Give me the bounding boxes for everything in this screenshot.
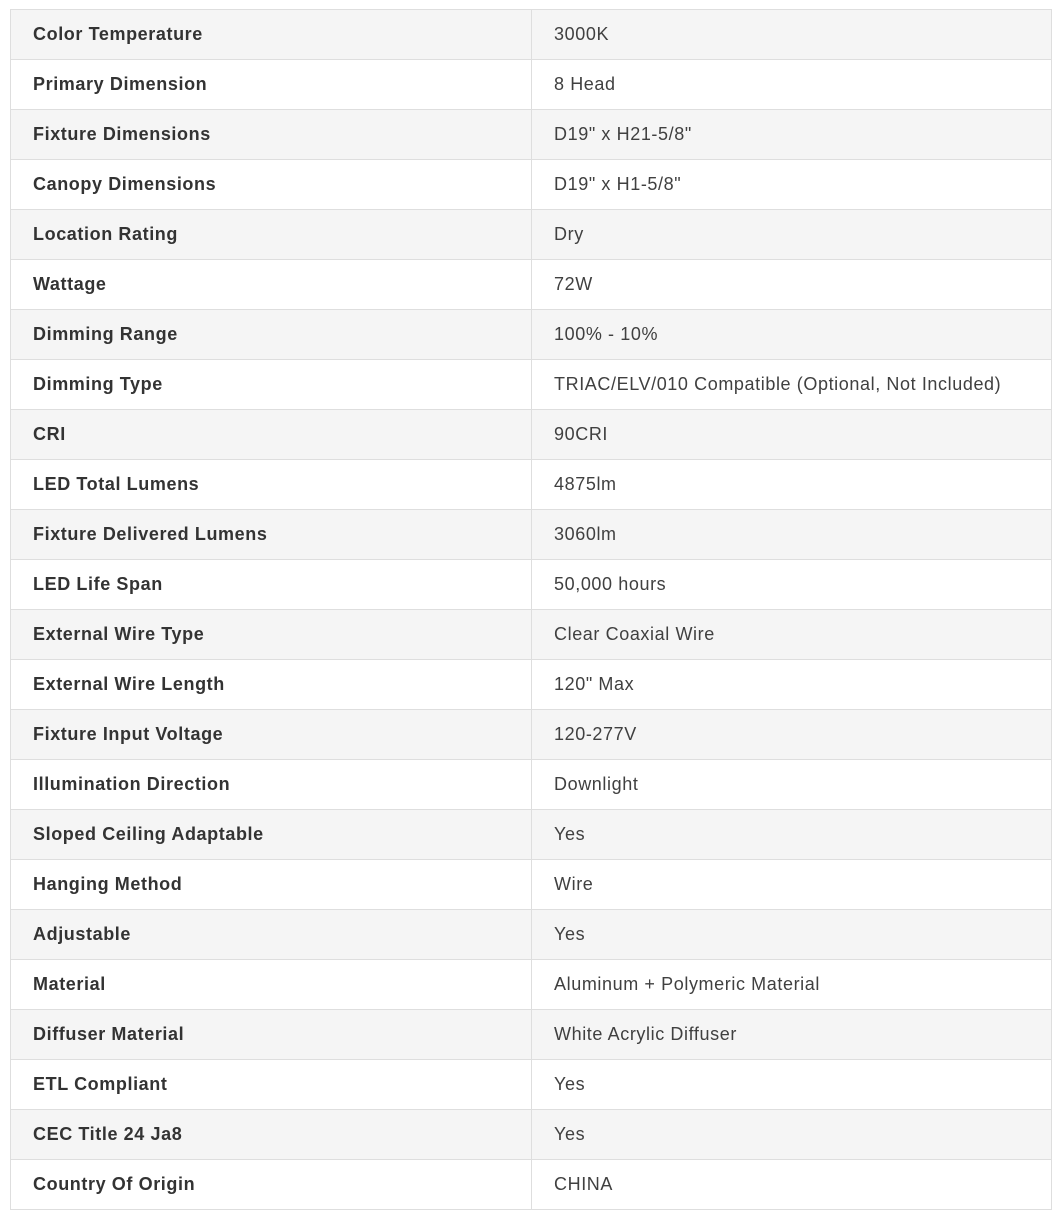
spec-value: Downlight xyxy=(532,760,1052,810)
spec-row xyxy=(11,510,1052,560)
spec-row xyxy=(11,1110,1052,1160)
spec-value: Yes xyxy=(532,1110,1052,1160)
spec-value: Aluminum + Polymeric Material xyxy=(532,960,1052,1010)
spec-value: TRIAC/ELV/010 Compatible (Optional, Not Included) xyxy=(532,360,1052,410)
spec-label: Fixture Dimensions xyxy=(11,110,532,160)
spec-label: Illumination Direction xyxy=(11,760,532,810)
spec-label: Adjustable xyxy=(11,910,532,960)
spec-value: Clear Coaxial Wire xyxy=(532,610,1052,660)
spec-value: Yes xyxy=(532,810,1052,860)
spec-label: Diffuser Material xyxy=(11,1010,532,1060)
spec-value: Yes xyxy=(532,1060,1052,1110)
spec-value: D19" x H1-5/8" xyxy=(532,160,1052,210)
spec-label: Location Rating xyxy=(11,210,532,260)
spec-value: Dry xyxy=(532,210,1052,260)
spec-row xyxy=(11,960,1052,1010)
specifications-table xyxy=(10,9,1052,1210)
spec-value: 4875lm xyxy=(532,460,1052,510)
spec-value: D19" x H21-5/8" xyxy=(532,110,1052,160)
spec-row xyxy=(11,60,1052,110)
spec-label: Dimming Type xyxy=(11,360,532,410)
spec-row xyxy=(11,10,1052,60)
spec-row xyxy=(11,1160,1052,1210)
spec-label: LED Life Span xyxy=(11,560,532,610)
spec-label: Fixture Input Voltage xyxy=(11,710,532,760)
spec-label: Color Temperature xyxy=(11,10,532,60)
spec-row xyxy=(11,210,1052,260)
spec-row xyxy=(11,410,1052,460)
spec-row xyxy=(11,760,1052,810)
spec-row xyxy=(11,1060,1052,1110)
spec-row xyxy=(11,160,1052,210)
spec-value: 120" Max xyxy=(532,660,1052,710)
spec-label: External Wire Length xyxy=(11,660,532,710)
spec-row xyxy=(11,910,1052,960)
spec-row xyxy=(11,660,1052,710)
spec-label: External Wire Type xyxy=(11,610,532,660)
spec-value: White Acrylic Diffuser xyxy=(532,1010,1052,1060)
spec-row xyxy=(11,460,1052,510)
spec-label: Hanging Method xyxy=(11,860,532,910)
spec-value: 3060lm xyxy=(532,510,1052,560)
spec-value: 100% - 10% xyxy=(532,310,1052,360)
spec-value: 72W xyxy=(532,260,1052,310)
spec-label: CRI xyxy=(11,410,532,460)
spec-row xyxy=(11,860,1052,910)
specifications-table-body xyxy=(11,10,1052,1210)
spec-row xyxy=(11,360,1052,410)
spec-label: CEC Title 24 Ja8 xyxy=(11,1110,532,1160)
spec-label: Country Of Origin xyxy=(11,1160,532,1210)
spec-label: Primary Dimension xyxy=(11,60,532,110)
spec-label: Sloped Ceiling Adaptable xyxy=(11,810,532,860)
spec-value: 90CRI xyxy=(532,410,1052,460)
spec-label: Canopy Dimensions xyxy=(11,160,532,210)
spec-value: 3000K xyxy=(532,10,1052,60)
spec-row xyxy=(11,710,1052,760)
spec-value: CHINA xyxy=(532,1160,1052,1210)
spec-value: Yes xyxy=(532,910,1052,960)
spec-label: Material xyxy=(11,960,532,1010)
spec-value: 8 Head xyxy=(532,60,1052,110)
spec-row xyxy=(11,1010,1052,1060)
spec-label: Dimming Range xyxy=(11,310,532,360)
spec-label: LED Total Lumens xyxy=(11,460,532,510)
spec-value: 120-277V xyxy=(532,710,1052,760)
spec-row xyxy=(11,560,1052,610)
spec-row xyxy=(11,810,1052,860)
spec-value: Wire xyxy=(532,860,1052,910)
spec-row xyxy=(11,610,1052,660)
spec-row xyxy=(11,260,1052,310)
spec-row xyxy=(11,310,1052,360)
spec-label: ETL Compliant xyxy=(11,1060,532,1110)
spec-row xyxy=(11,110,1052,160)
spec-label: Fixture Delivered Lumens xyxy=(11,510,532,560)
spec-label: Wattage xyxy=(11,260,532,310)
spec-value: 50,000 hours xyxy=(532,560,1052,610)
